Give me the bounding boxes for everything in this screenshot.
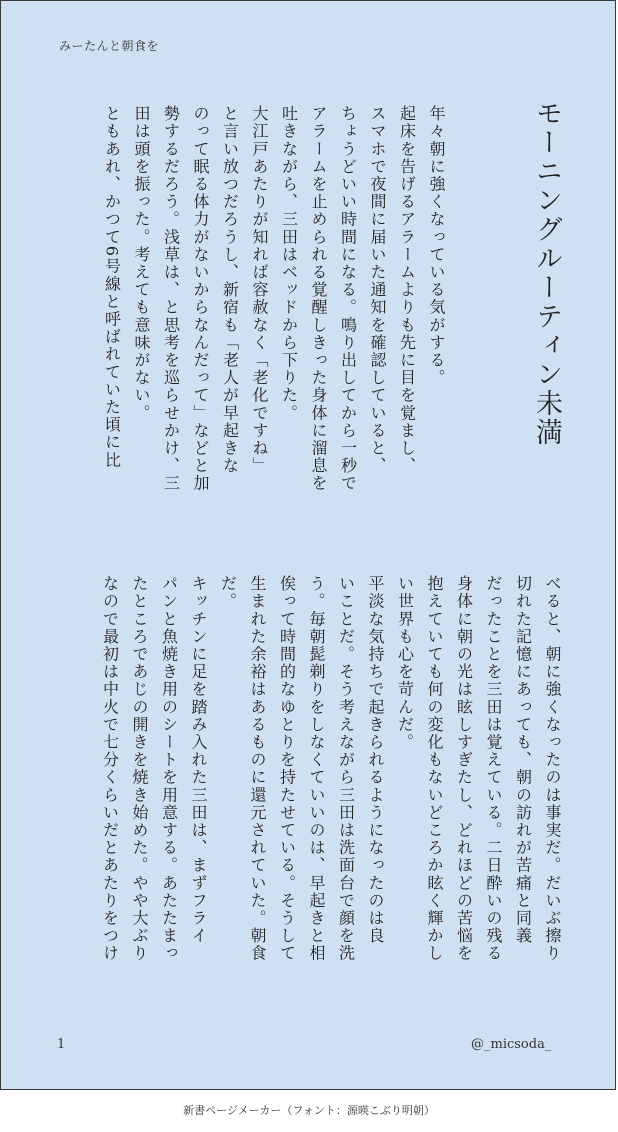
- page-number: 1: [57, 1037, 66, 1052]
- text-line: ちょうどいい時間になる。鳴り出してから一秒で: [338, 105, 358, 493]
- text-line: 生まれた余裕はあるものに還元されていた。朝食: [248, 575, 267, 963]
- upper-text-block: [97, 105, 451, 523]
- text-line: のって眠る体力がないからなんだって」などと加: [191, 105, 210, 493]
- text-line: 平淡な気持ちで起きられるようになったのは良: [366, 575, 385, 945]
- text-line: 吐きながら、三田はベッドから下りた。: [279, 105, 299, 422]
- text-line: 勢するだろう。浅草は、と思考を巡らせかけ、三: [161, 105, 181, 493]
- text-line: アラームを止められる覚醒しきった身体に溜息を: [309, 105, 328, 493]
- text-line: だったことを三田は覚えている。二日酔いの残る: [484, 575, 503, 963]
- chapter-title: モーニングルーティン未満: [531, 99, 562, 447]
- text-line: 年々朝に強くなっている気がする。: [427, 105, 446, 387]
- text-line: 切れた記憶にあっても、朝の訪れが苦痛と同義: [513, 575, 533, 945]
- text-line: ともあれ、かつて6号線と呼ばれていた頃に比: [102, 105, 122, 469]
- text-line: パンと魚焼き用のシートを用意する。あたたまっ: [159, 575, 179, 963]
- generator-credit: 新書ページメーカー（フォント：源暎こぶり明朝）: [183, 1104, 435, 1117]
- text-line: う。毎朝髭剃りをしなくていいのは、早起きと相: [307, 575, 326, 963]
- text-line: 大江戸あたりが知れば容赦なく「老化ですね」: [250, 105, 269, 475]
- running-header: みーたんと朝食を: [59, 39, 160, 53]
- text-line: と言い放つだろうし、新宿も「老人が早起きな: [220, 105, 240, 475]
- text-line: 身体に朝の光は眩しすぎたし、どれほどの苦悩を: [454, 575, 474, 963]
- text-line: い世界も心を苛んだ。: [395, 575, 415, 751]
- text-line: 俟って時間的なゆとりを持たせている。そうして: [277, 575, 297, 963]
- text-line: 起床を告げるアラームよりも先に目を覚まし、: [397, 105, 417, 475]
- text-line: だ。: [218, 575, 238, 611]
- text-line: キッチンに足を踏み入れた三田は、まずフライ: [189, 575, 208, 945]
- text-line: 田は頭を振った。考えても意味がない。: [132, 105, 151, 422]
- lower-text-block: [95, 575, 567, 993]
- text-line: べると、朝に強くなったのは事実だ。だいぶ擦り: [543, 575, 562, 963]
- text-line: たところであじの開きを焼き始めた。やや大ぶり: [130, 575, 149, 963]
- text-line: なので最初は中火で七分くらいだとあたりをつけ: [100, 575, 120, 963]
- text-line: 抱えていても何の変化もないどころか眩く輝かし: [425, 575, 444, 963]
- author-handle: @_micsoda_: [471, 1037, 552, 1052]
- text-line: スマホで夜間に届いた通知を確認していると、: [368, 105, 387, 475]
- text-line: いことだ。そう考えながら三田は洗面台で顔を洗: [336, 575, 356, 963]
